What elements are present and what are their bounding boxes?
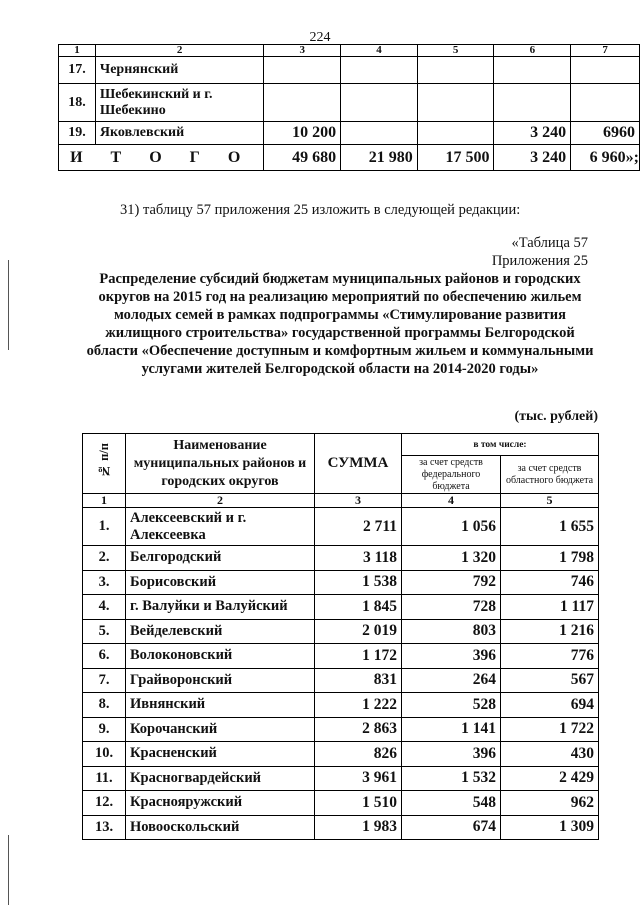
row-value: [571, 57, 640, 84]
row-number: 3.: [83, 570, 126, 595]
header-number: [83, 434, 126, 494]
main-index-row: [83, 494, 599, 508]
table-row: [83, 619, 599, 644]
row-value: [341, 57, 418, 84]
row-sum: 3 961: [315, 766, 402, 791]
top-header-cell: 4: [341, 45, 418, 57]
row-federal: 674: [402, 815, 501, 840]
row-sum: 1 222: [315, 693, 402, 718]
index-cell: 1: [83, 494, 126, 508]
row-number: 5.: [83, 619, 126, 644]
amendment-paragraph: 31) таблицу 57 приложения 25 изложить в следующей редакции:: [120, 202, 521, 218]
row-number: 9.: [83, 717, 126, 742]
row-federal: 396: [402, 644, 501, 669]
row-sum: 1 510: [315, 791, 402, 816]
table-row: [83, 815, 599, 840]
total-value: 6 960»;: [571, 145, 640, 171]
table-row: [83, 693, 599, 718]
row-value: [417, 57, 494, 84]
top-header-cell: 1: [59, 45, 96, 57]
row-name: Грайворонский: [126, 668, 315, 693]
row-regional: 1 117: [501, 595, 599, 620]
total-value: 17 500: [417, 145, 494, 171]
row-sum: 1 538: [315, 570, 402, 595]
row-number: 10.: [83, 742, 126, 767]
row-number: 19.: [59, 122, 96, 145]
row-number: 1.: [83, 508, 126, 546]
row-federal: 1 532: [402, 766, 501, 791]
table-row: [83, 717, 599, 742]
row-name: Корочанский: [126, 717, 315, 742]
row-federal: 1 141: [402, 717, 501, 742]
table-ref-line1: «Таблица 57: [511, 235, 588, 251]
header-name: Наименование муниципальных районов и городских округов: [126, 434, 315, 494]
row-sum: 826: [315, 742, 402, 767]
row-number: 8.: [83, 693, 126, 718]
row-regional: 962: [501, 791, 599, 816]
row-name: Красненский: [126, 742, 315, 767]
row-value: 6960: [571, 122, 640, 145]
top-table-row: [59, 122, 640, 145]
row-name: Чернянский: [95, 57, 264, 84]
row-value: [417, 84, 494, 122]
row-regional: 2 429: [501, 766, 599, 791]
table-row: [83, 668, 599, 693]
row-regional: 746: [501, 570, 599, 595]
top-header-cell: 2: [95, 45, 264, 57]
row-regional: 1 798: [501, 546, 599, 571]
row-sum: 3 118: [315, 546, 402, 571]
units-label: (тыс. рублей): [514, 409, 598, 424]
row-value: [571, 84, 640, 122]
row-regional: 430: [501, 742, 599, 767]
row-federal: 396: [402, 742, 501, 767]
top-table: [58, 44, 640, 171]
main-table-body: [83, 508, 599, 840]
index-cell: 3: [315, 494, 402, 508]
row-federal: 528: [402, 693, 501, 718]
row-value: [417, 122, 494, 145]
table-title: Распределение субсидий бюджетам муниципальных районов и городских округов на 2015 год на реализацию мероприятий по обеспечению жильем молодых семей в рамках подпрограммы «Стимулирование развития жилищного строительства» государственной программы Белгородской области «Обеспечение доступным и комфортным жильем и коммунальными услугами жителей Белгородской области на 2014-2020 годы»: [86, 271, 594, 377]
header-regional: за счет средств областного бюджета: [501, 456, 599, 494]
row-regional: 776: [501, 644, 599, 669]
total-value: 49 680: [264, 145, 341, 171]
row-number: 7.: [83, 668, 126, 693]
row-name: Краснояружский: [126, 791, 315, 816]
row-name: Новооскольский: [126, 815, 315, 840]
row-federal: 1 320: [402, 546, 501, 571]
top-table-row: [59, 57, 640, 84]
top-table-header: [59, 45, 640, 57]
index-cell: 2: [126, 494, 315, 508]
index-cell: 4: [402, 494, 501, 508]
row-value: 10 200: [264, 122, 341, 145]
row-sum: 2 863: [315, 717, 402, 742]
row-sum: 1 172: [315, 644, 402, 669]
row-regional: 567: [501, 668, 599, 693]
table-row: [83, 570, 599, 595]
row-name: Алексеевский и г. Алексеевка: [126, 508, 315, 546]
page-number: 224: [309, 30, 331, 45]
scan-edge-line-bottom: [8, 835, 9, 905]
top-header-cell: 3: [264, 45, 341, 57]
row-name: г. Валуйки и Валуйский: [126, 595, 315, 620]
table-ref-line2: Приложения 25: [491, 253, 588, 269]
row-number: 12.: [83, 791, 126, 816]
main-table: [82, 433, 599, 840]
row-name: Белгородский: [126, 546, 315, 571]
row-sum: 2 019: [315, 619, 402, 644]
main-header-row: [83, 434, 599, 456]
row-federal: 792: [402, 570, 501, 595]
total-value: 3 240: [494, 145, 571, 171]
row-number: 17.: [59, 57, 96, 84]
table-row: [83, 508, 599, 546]
row-name: Борисовский: [126, 570, 315, 595]
row-sum: 831: [315, 668, 402, 693]
row-value: [494, 57, 571, 84]
row-name: Яковлевский: [95, 122, 264, 145]
row-value: 3 240: [494, 122, 571, 145]
top-header-cell: 6: [494, 45, 571, 57]
row-federal: 803: [402, 619, 501, 644]
row-number: 6.: [83, 644, 126, 669]
row-value: [264, 84, 341, 122]
row-regional: 694: [501, 693, 599, 718]
row-regional: 1 216: [501, 619, 599, 644]
top-table-row: [59, 84, 640, 122]
table-row: [83, 546, 599, 571]
header-including: в том числе:: [402, 434, 599, 456]
header-number-text: № п/п: [96, 443, 111, 479]
header-federal: за счет средств федерального бюджета: [402, 456, 501, 494]
row-sum: 2 711: [315, 508, 402, 546]
table-row: [83, 742, 599, 767]
total-label: И Т О Г О: [59, 145, 264, 171]
row-sum: 1 845: [315, 595, 402, 620]
row-value: [494, 84, 571, 122]
table-row: [83, 595, 599, 620]
row-federal: 1 056: [402, 508, 501, 546]
row-number: 11.: [83, 766, 126, 791]
row-value: [341, 122, 418, 145]
row-name: Вейделевский: [126, 619, 315, 644]
row-regional: 1 722: [501, 717, 599, 742]
row-federal: 728: [402, 595, 501, 620]
row-number: 13.: [83, 815, 126, 840]
table-row: [83, 766, 599, 791]
row-number: 2.: [83, 546, 126, 571]
top-header-cell: 5: [417, 45, 494, 57]
row-name: Ивнянский: [126, 693, 315, 718]
row-sum: 1 983: [315, 815, 402, 840]
row-name: Красногвардейский: [126, 766, 315, 791]
total-value: 21 980: [341, 145, 418, 171]
row-regional: 1 309: [501, 815, 599, 840]
row-federal: 548: [402, 791, 501, 816]
row-number: 18.: [59, 84, 96, 122]
table-row: [83, 791, 599, 816]
scan-edge-line-top: [8, 260, 9, 350]
table-row: [83, 644, 599, 669]
row-regional: 1 655: [501, 508, 599, 546]
header-sum: СУММА: [315, 434, 402, 494]
row-number: 4.: [83, 595, 126, 620]
row-name: Шебекинский и г. Шебекино: [95, 84, 264, 122]
row-value: [264, 57, 341, 84]
row-name: Волоконовский: [126, 644, 315, 669]
top-table-total-row: [59, 145, 640, 171]
row-federal: 264: [402, 668, 501, 693]
index-cell: 5: [501, 494, 599, 508]
row-value: [341, 84, 418, 122]
top-header-cell: 7: [571, 45, 640, 57]
